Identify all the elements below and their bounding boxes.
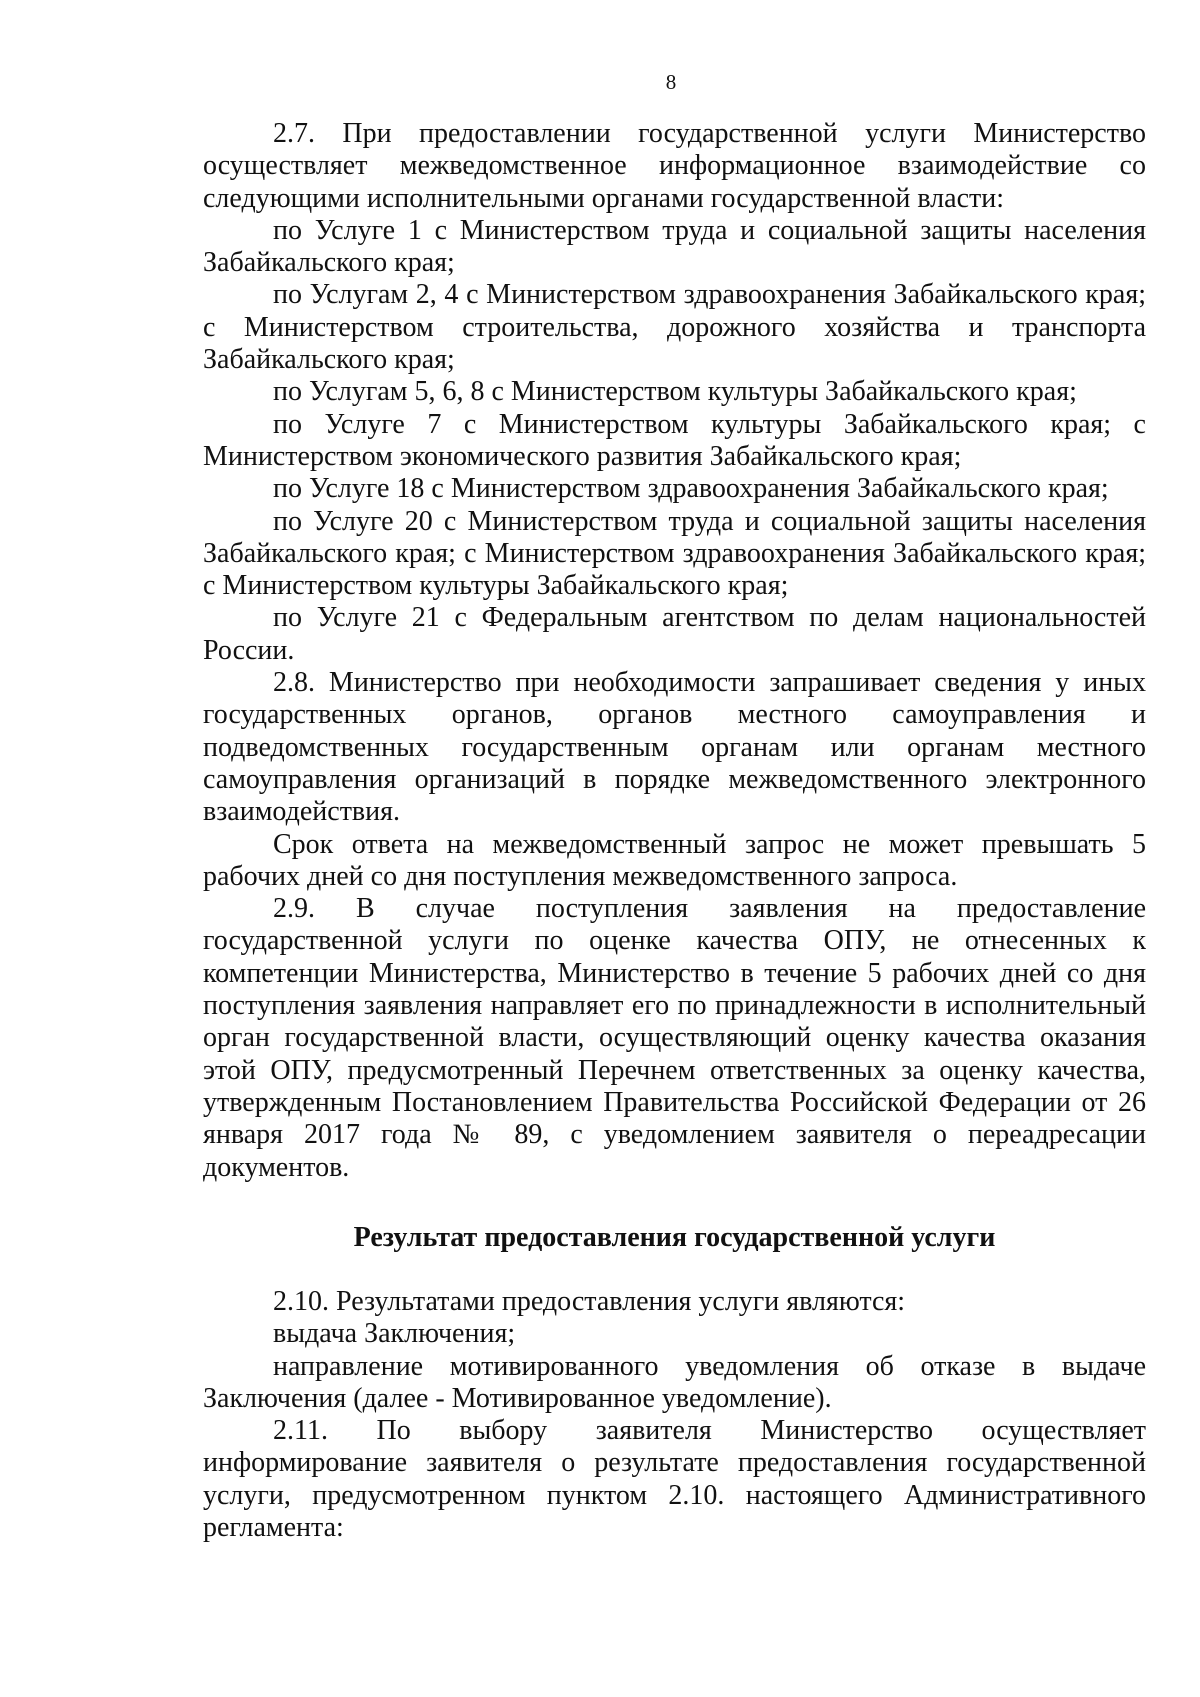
paragraph-service-20: по Услуге 20 с Министерством труда и социальной защиты населения Забайкальского края; с Министерством здравоохранения Забайкальского края; с Министерством культуры Забайкальского края;: [203, 505, 1146, 602]
paragraph-2-11: 2.11. По выбору заявителя Министерство осуществляет информирование заявителя о результате предоставления государственной услуги, предусмотренном пунктом 2.10. настоящего Административного регламента:: [203, 1415, 1146, 1544]
paragraph-services-5-6-8: по Услугам 5, 6, 8 с Министерством культуры Забайкальского края;: [273, 376, 1077, 408]
paragraph-2-9: 2.9. В случае поступления заявления на предоставление государственной услуги по оценке качества ОПУ, не отнесенных к компетенции Министерства, Министерство в течение 5 рабочих дней со дня поступления заявления направляет его по принадлежности в исполнительный орган государственной власти, осуществляющий оценку качества оказания этой ОПУ, предусмотренный Перечнем ответственных за оценку качества, утвержденным Постановлением Правительства Российской Федерации от 26 января 2017 года № 89, с уведомлением заявителя о переадресации документов.: [203, 893, 1146, 1183]
paragraph-service-21: по Услуге 21 с Федеральным агентством по делам национальностей России.: [203, 602, 1146, 666]
paragraph-refusal-notice: направление мотивированного уведомления об отказе в выдаче Заключения (далее - Мотивированное уведомление).: [203, 1350, 1146, 1414]
section-heading-wrap: [203, 1222, 1146, 1254]
section-heading: Результат предоставления государственной услуги: [353, 1222, 996, 1253]
paragraph-services-2-4: по Услугам 2, 4 с Министерством здравоохранения Забайкальского края; с Министерством строительства, дорожного хозяйства и транспорта Забайкальского края;: [203, 279, 1146, 376]
paragraph-2-7: 2.7. При предоставлении государственной услуги Министерство осуществляет межведомственное информационное взаимодействие со следующими исполнительными органами государственной власти:: [203, 118, 1146, 214]
page-number: 8: [665, 70, 677, 94]
body-text-top: [203, 118, 1146, 1184]
paragraph-service-18: по Услуге 18 с Министерством здравоохранения Забайкальского края;: [273, 473, 1109, 505]
paragraph-response-deadline: Срок ответа на межведомственный запрос не может превышать 5 рабочих дней со дня поступления межведомственного запроса.: [203, 828, 1146, 892]
body-text-bottom: [203, 1286, 1146, 1544]
paragraph-issue-conclusion: выдача Заключения;: [273, 1318, 516, 1350]
paragraph-2-10: 2.10. Результатами предоставления услуги являются:: [273, 1286, 906, 1317]
paragraph-service-7: по Услуге 7 с Министерством культуры Забайкальского края; с Министерством экономического развития Забайкальского края;: [203, 408, 1146, 472]
paragraph-2-8: 2.8. Министерство при необходимости запрашивает сведения у иных государственных органов, органов местного самоуправления и подведомственных государственным органам или органам местного самоуправления организаций в порядке межведомственного электронного взаимодействия.: [203, 667, 1146, 828]
paragraph-service-1: по Услуге 1 с Министерством труда и социальной защиты населения Забайкальского края;: [203, 214, 1146, 279]
